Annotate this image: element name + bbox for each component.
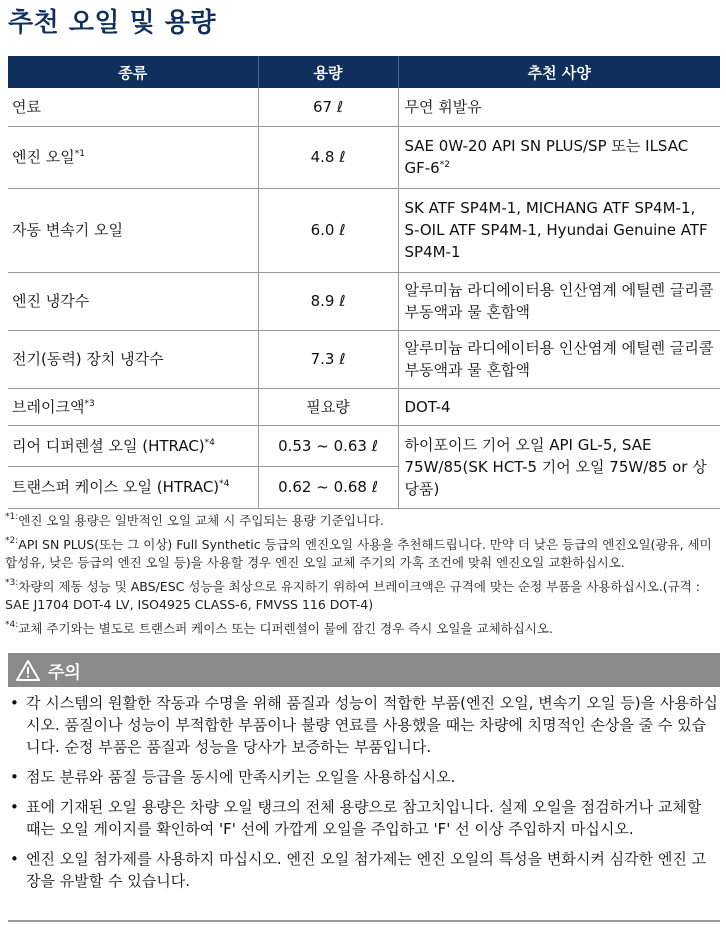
caution-list (8, 692, 720, 900)
footnote-text: 차량의 제동 성능 및 ABS/ESC 성능을 최상으로 유지하기 위하여 브레이크액은 규격에 맞는 순정 부품을 사용하십시오.(규격 : SAE J1704 DOT-4 LV, ISO4925 CLASS-6, FMVSS 116 DOT-4) (5, 579, 700, 612)
row-type (8, 466, 258, 508)
list-item (8, 692, 720, 758)
row-capacity: 7.3 ℓ (258, 330, 398, 388)
row-type (8, 388, 258, 425)
row-capacity: 0.53 ~ 0.63 ℓ (258, 425, 398, 466)
row-type (8, 425, 258, 466)
table-header-row (8, 56, 720, 88)
footnote-text: API SN PLUS(또는 그 이상) Full Synthetic 등급의 엔진오일 사용을 추천해드립니다. 만약 더 낮은 등급의 엔진오일(광유, 세미합성유, 낮은 등급의 엔진 오일 등)을 사용할 경우 엔진 오일 교체 주기의 가혹 조건에 맞춰 엔진오일 교환하십시오. (5, 537, 712, 570)
row-type-label: 자동 변속기 오일 (12, 221, 123, 239)
footnote (5, 620, 721, 638)
row-spec-label: DOT-4 (404, 397, 451, 416)
table-row (8, 88, 720, 126)
row-spec-label: 무연 휘발유 (404, 97, 482, 116)
header-spec: 추천 사양 (398, 56, 720, 88)
row-type (8, 272, 258, 330)
row-type-label: 트랜스퍼 케이스 오일 (HTRAC) (12, 478, 220, 496)
row-type-label: 엔진 오일 (12, 148, 75, 166)
footnote (5, 512, 721, 530)
row-type-sup: *4 (204, 437, 215, 448)
row-capacity: 6.0 ℓ (258, 188, 398, 272)
header-type: 종류 (8, 56, 258, 88)
row-capacity: 8.9 ℓ (258, 272, 398, 330)
warning-triangle-icon (16, 659, 40, 681)
list-item (8, 848, 720, 892)
table-row (8, 330, 720, 388)
row-type-sup: *3 (84, 398, 95, 409)
table-row (8, 126, 720, 188)
caution-text: 표에 기재된 오일 용량은 차량 오일 탱크의 전체 용량으로 참고치입니다. 실제 오일을 점검하거나 교체할 때는 오일 게이지를 확인하여 'F' 선에 가깝게 오일을 주입하고 'F' 선 이상 주입하지 마십시오. (26, 798, 702, 838)
row-type (8, 188, 258, 272)
row-spec-label: 알루미늄 라디에이터용 인산염계 에틸렌 글리콜 부동액과 물 혼합액 (404, 281, 714, 321)
row-type-label: 엔진 냉각수 (12, 292, 90, 310)
header-capacity: 용량 (258, 56, 398, 88)
footnote-text: 교체 주기와는 별도로 트랜스퍼 케이스 또는 디퍼렌셜이 물에 잠긴 경우 즉시 오일을 교체하십시오. (18, 621, 553, 636)
list-item (8, 766, 720, 788)
row-spec (398, 388, 720, 425)
row-type-sup: *1 (74, 149, 85, 159)
row-type-label: 전기(동력) 장치 냉각수 (12, 350, 164, 368)
footnote-mark: *1: (5, 512, 19, 522)
row-capacity: 필요량 (258, 388, 398, 425)
merged-spec (398, 425, 720, 508)
caution-label: 주의 (48, 662, 81, 683)
footnote (5, 536, 721, 572)
table-row (8, 188, 720, 272)
footnote-mark: *2: (5, 536, 19, 546)
row-type (8, 88, 258, 126)
footnotes (5, 512, 721, 644)
caution-text: 엔진 오일 첨가제를 사용하지 마십시오. 엔진 오일 첨가제는 엔진 오일의 특성을 변화시켜 심각한 엔진 고장을 유발할 수 있습니다. (26, 850, 707, 890)
row-spec (398, 188, 720, 272)
bullet: • (10, 798, 19, 816)
row-spec-label: SAE 0W-20 API SN PLUS/SP 또는 ILSAC GF-6 (404, 137, 689, 177)
row-type-label: 브레이크액 (12, 397, 85, 416)
footnote (5, 578, 721, 614)
caution-text: 점도 분류와 품질 등급을 동시에 만족시키는 오일을 사용하십시오. (26, 768, 456, 786)
divider (8, 920, 720, 922)
bullet: • (10, 768, 19, 786)
row-spec (398, 272, 720, 330)
row-type-label: 리어 디퍼렌셜 오일 (HTRAC) (12, 436, 205, 455)
row-spec-sup: *2 (439, 160, 450, 170)
row-type (8, 330, 258, 388)
row-capacity: 0.62 ~ 0.68 ℓ (258, 466, 398, 508)
row-capacity: 67 ℓ (258, 88, 398, 126)
bullet: • (10, 850, 19, 868)
row-spec-label: 알루미늄 라디에이터용 인산염계 에틸렌 글리콜 부동액과 물 혼합액 (404, 339, 714, 379)
footnote-mark: *4: (5, 620, 19, 630)
caution-header (8, 653, 720, 687)
row-spec (398, 330, 720, 388)
list-item (8, 796, 720, 840)
row-capacity: 4.8 ℓ (258, 126, 398, 188)
row-type-sup: *4 (219, 479, 230, 489)
table-row (8, 388, 720, 425)
row-spec (398, 126, 720, 188)
caution-text: 각 시스템의 원활한 작동과 수명을 위해 품질과 성능이 적합한 부품(엔진 오일, 변속기 오일 등)을 사용하십시오. 품질이나 성능이 부적합한 부품이나 불량 연료를 사용했을 때는 차량에 치명적인 손상을 줄 수 있습니다. 순정 부품은 품질과 성능을 당사가 보증하는 부품입니다. (26, 694, 718, 756)
row-spec-label: SK ATF SP4M-1, MICHANG ATF SP4M-1, S-OIL ATF SP4M-1, Hyundai Genuine ATF SP4M-1 (404, 199, 708, 261)
table-row (8, 272, 720, 330)
page-title: 추천 오일 및 용량 (8, 8, 216, 38)
merged-spec-label: 하이포이드 기어 오일 API GL-5, SAE 75W/85(SK HCT-5 기어 오일 75W/85 or 상당품) (404, 435, 707, 498)
row-type (8, 126, 258, 188)
table-row (8, 425, 720, 466)
row-type-label: 연료 (12, 97, 41, 116)
footnote-text: 엔진 오일 용량은 일반적인 오일 교체 시 주입되는 용량 기준입니다. (18, 513, 385, 528)
spec-table (8, 56, 720, 509)
row-spec (398, 88, 720, 126)
bullet: • (10, 694, 19, 712)
footnote-mark: *3: (5, 578, 19, 588)
